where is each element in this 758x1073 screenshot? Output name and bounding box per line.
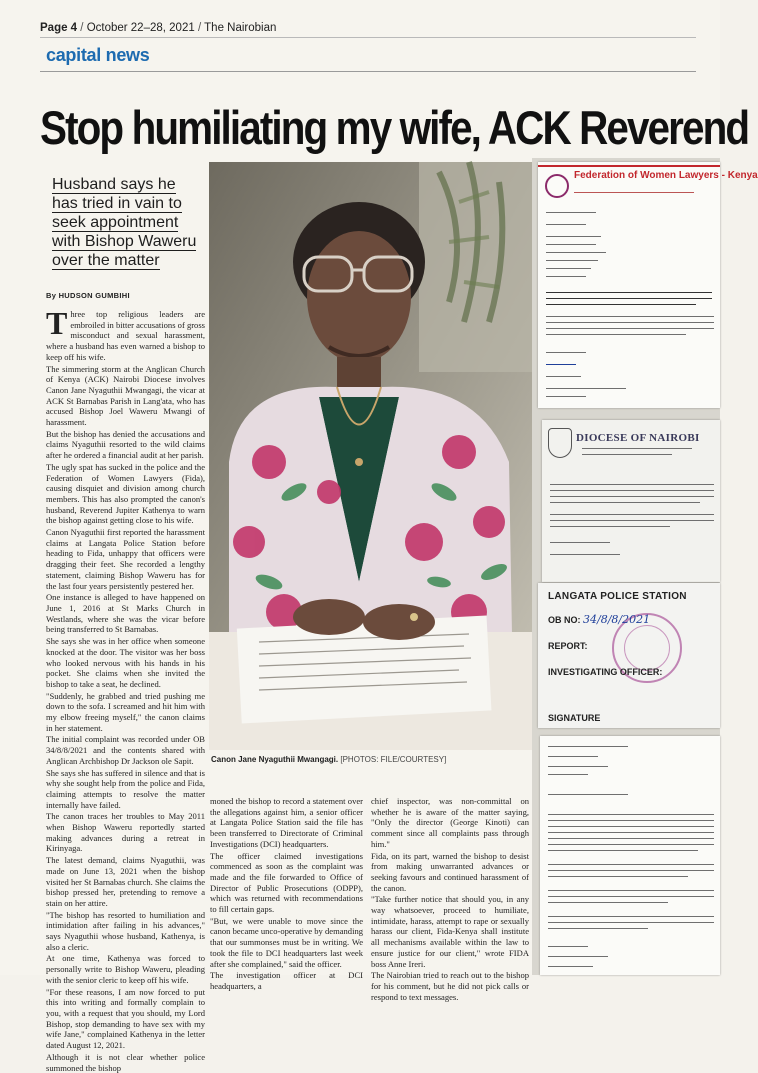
article-paragraph bbox=[46, 305, 205, 363]
police-ob-slip bbox=[538, 583, 720, 728]
letter-line bbox=[546, 268, 591, 269]
article-paragraph: The latest demand, claims Nyaguthii, was made on June 13, 2021 when the bishop visited her St Barnabas church. She claims the bishop pressed her, pretending to remove a stain on her attire. bbox=[46, 855, 205, 908]
article-paragraph: "The bishop has resorted to humiliation and intimidation after failing in his advances," says Nyaguthii whose husband, Kathenya, is also a cleric. bbox=[46, 909, 205, 952]
letter-line bbox=[548, 746, 628, 747]
photo-caption bbox=[211, 755, 531, 764]
ob-number-row bbox=[548, 613, 650, 626]
letter-line bbox=[550, 514, 714, 515]
diocese-letterhead: DIOCESE OF NAIROBI bbox=[576, 432, 700, 444]
letter-line bbox=[550, 502, 700, 503]
letter-line bbox=[548, 928, 648, 929]
letter-line bbox=[548, 956, 608, 957]
letter-line bbox=[550, 520, 714, 521]
article-paragraph: The officer claimed investigations commenced as soon as the complaint was made and the file forwarded to Office of Director of Public Prosecutions (ODPP), which was returned with recommendations to fill certain gaps. bbox=[210, 850, 363, 915]
page-folio bbox=[40, 22, 276, 34]
article-paragraph: "For these reasons, I am now forced to put this into writing and formally complain to you, with a request that you should, my Lord Bishop, stop demanding to have sex with my wife Jane," complained Kathenya in the letter dated August 12, 2021. bbox=[46, 986, 205, 1051]
article-paragraph: Fida, on its part, warned the bishop to desist from making unwarranted advances or seeking favours and continued harassment of the canon. bbox=[371, 850, 529, 893]
ob-label: OB NO: bbox=[548, 615, 581, 625]
letter-line bbox=[548, 966, 593, 967]
letter-line bbox=[548, 876, 688, 877]
top-rule bbox=[40, 37, 696, 38]
letter-signature bbox=[546, 364, 576, 365]
folio-separator: / bbox=[80, 22, 84, 34]
letter-line bbox=[546, 334, 686, 335]
letter-line bbox=[546, 328, 714, 329]
article-paragraph: At one time, Kathenya was forced to personally write to Bishop Waweru, pleading with the senior cleric to keep off his wife. bbox=[46, 953, 205, 985]
page-number: Page 4 bbox=[40, 22, 78, 34]
letter-line bbox=[548, 864, 714, 865]
caption-name: Canon Jane Nyaguthii Mwangagi. bbox=[211, 755, 339, 764]
letter-line bbox=[546, 304, 696, 305]
standfirst-text: Husband says he has tried in vain to seek appointment with Bishop Waweru over the matter bbox=[52, 176, 197, 269]
diocese-letter bbox=[542, 420, 720, 582]
byline: By HUDSON GUMBIHI bbox=[46, 291, 130, 300]
letter-line bbox=[546, 322, 714, 323]
letter-line bbox=[550, 484, 714, 485]
letter-line bbox=[548, 766, 608, 767]
article-paragraph: But the bishop has denied the accusations and claims Nyaguthii resorted to the wild claims after he ordered a financial audit at her parish. bbox=[46, 428, 205, 461]
letter-line bbox=[546, 236, 601, 237]
letter-line bbox=[548, 896, 714, 897]
letter-line bbox=[546, 316, 714, 317]
section-word-capital: capital bbox=[46, 45, 101, 65]
letter-line bbox=[546, 260, 598, 261]
article-column-2 bbox=[210, 796, 363, 991]
article-paragraph: The initial complaint was recorded under OB 34/8/8/2021 and the contents shared with Anglican Archbishop Dr Jackson ole Sapit. bbox=[46, 734, 205, 766]
issue-dates: October 22–28, 2021 bbox=[86, 22, 195, 34]
portrait-illustration bbox=[209, 162, 532, 750]
article-paragraph: The canon traces her troubles to May 2011 when Bishop Waweru reportedly started making advances during a retreat in Kirinyaga. bbox=[46, 811, 205, 854]
article-paragraph: Canon Nyaguthii first reported the harassment claims at Langata Police Station before heading to Fida, unhappy that officers were dragging their feet. She recorded a lengthy statement, claiming Bishop Waweru has for the last four years persistently pestered her. bbox=[46, 527, 205, 591]
article-paragraph: The simmering storm at the Anglican Church of Kenya (ACK) Nairobi Diocese involves Canon Jane Nyaguthii Mwangagi, the vicar at ACK St Barnabas Parish in Lang'ata, who has accused Bishop Joel Waweru Mwangi of harassment. bbox=[46, 363, 205, 428]
article-paragraph: "Suddenly, he grabbed and tried pushing me down to the sofa. I screamed and hit him with my elbow freeing myself," the canon claims in her statement. bbox=[46, 690, 205, 733]
article-paragraph: One instance is alleged to have happened on June 1, 2016 at St Marks Church in Westlands, where she was the vicar before being transferred to St Barnabas. bbox=[46, 592, 205, 635]
fida-address-line bbox=[574, 192, 694, 193]
article-paragraph: moned the bishop to record a statement over the allegations against him, a senior officer at Langata Police Station said the file has been transferred to Directorate of Criminal Investigations (DCI) headquarters. bbox=[210, 796, 363, 849]
letter-line bbox=[548, 902, 668, 903]
standfirst bbox=[52, 175, 202, 270]
ob-number-handwritten: 34/8/8/2021 bbox=[583, 613, 651, 626]
canon-portrait-photo bbox=[209, 162, 532, 750]
article-paragraph: "Take further notice that should you, in any way whatsoever, proceed to humiliate, intimidate, harass, attempt to rape or sexually harass our client, Fida-Kenya shall institute all mechanisms available within the law to ensure justice for our client," wrote FIDA boss Anne Ireri. bbox=[371, 894, 529, 969]
letter-line bbox=[548, 838, 714, 839]
article-column-3 bbox=[371, 796, 529, 1002]
letter-line bbox=[548, 774, 588, 775]
letter-line bbox=[548, 826, 714, 827]
section-rule bbox=[40, 71, 696, 72]
investigating-officer-label: INVESTIGATING OFFICER: bbox=[548, 667, 663, 677]
signature-label: SIGNATURE bbox=[548, 713, 601, 723]
headline: Stop humiliating my wife, ACK Reverend bbox=[40, 101, 749, 154]
letter-line bbox=[550, 554, 620, 555]
caption-credit: [PHOTOS: FILE/COURTESY] bbox=[340, 755, 447, 764]
letter-line bbox=[546, 212, 596, 213]
article-paragraph: She says she has suffered in silence and that is why she sought help from the police and Fida, claiming attempts to resolve the matter internally have failed. bbox=[46, 767, 205, 810]
article-paragraph: The ugly spat has sucked in the police and the Federation of Women Lawyers (Fida), causing disquiet and division among church members. This has also prompted the canon's husband, Reverend Jupiter Kathenya to warn the bishop against getting close to his wife. bbox=[46, 461, 205, 526]
letter-line bbox=[548, 850, 698, 851]
letter-line bbox=[548, 756, 598, 757]
article-paragraph: "But, we were unable to move since the canon became unco-operative by demanding that our summonses must be in writing. We took the file to DCI headquarters last week after she complained," said the officer. bbox=[210, 915, 363, 969]
diocese-crest-icon bbox=[548, 428, 572, 458]
article-paragraph: The investigation officer at DCI headquarters, a bbox=[210, 970, 363, 991]
letter-line bbox=[548, 844, 714, 845]
article-paragraph: She says she was in her office when someone knocked at the door. The visitor was her boss who looked nervous with his hands in his pocket. She claims when she invited the bishop to take a seat, he declined. bbox=[46, 636, 205, 689]
letter-line bbox=[548, 890, 714, 891]
letter-line bbox=[546, 352, 586, 353]
police-station-name: LANGATA POLICE STATION bbox=[548, 591, 687, 602]
letter-line bbox=[550, 490, 714, 491]
article-paragraph: chief inspector, was non-committal on whether he is aware of the matter saying, "Only the director (George Kinoti) can comment since all complaints pass through him." bbox=[371, 796, 529, 849]
letter-line bbox=[548, 946, 588, 947]
letter-line bbox=[546, 396, 586, 397]
letter-line bbox=[546, 298, 712, 299]
documents-collage bbox=[532, 158, 758, 975]
letter-line bbox=[550, 496, 714, 497]
fida-letterhead-bar bbox=[538, 165, 720, 167]
letter-line bbox=[550, 526, 670, 527]
letter-line bbox=[546, 252, 606, 253]
folio-separator: / bbox=[197, 22, 202, 34]
letter-line bbox=[546, 276, 586, 277]
letter-line bbox=[548, 820, 714, 821]
article-column-1 bbox=[46, 305, 205, 1073]
letter-line bbox=[548, 916, 714, 917]
fida-logo-icon bbox=[545, 174, 569, 198]
letter-line bbox=[546, 388, 626, 389]
letter-line bbox=[546, 224, 586, 225]
letter-line bbox=[550, 542, 610, 543]
letter-line bbox=[548, 794, 628, 795]
letter-line bbox=[582, 448, 692, 449]
letter-line bbox=[548, 814, 714, 815]
section-label bbox=[46, 45, 149, 66]
letter-line bbox=[546, 292, 712, 293]
report-label: REPORT: bbox=[548, 641, 588, 651]
letter-line bbox=[548, 832, 714, 833]
article-paragraph: The Nairobian tried to reach out to the bishop for his comment, but he did not pick calls or respond to text messages. bbox=[371, 970, 529, 1002]
article-paragraph: Although it is not clear whether police summoned the bishop bbox=[46, 1051, 205, 1073]
letter-line bbox=[548, 870, 714, 871]
letter-line bbox=[582, 454, 672, 455]
fida-letterhead: Federation of Women Lawyers - Kenya bbox=[574, 170, 758, 181]
letter-line bbox=[546, 376, 581, 377]
husband-letter bbox=[540, 736, 720, 975]
fida-letter bbox=[538, 162, 758, 408]
letter-line bbox=[548, 922, 714, 923]
section-word-news: news bbox=[105, 45, 150, 65]
paper-name: The Nairobian bbox=[204, 22, 277, 34]
drop-cap: T bbox=[46, 305, 68, 341]
letter-line bbox=[546, 244, 596, 245]
paragraph-text: hree top religious leaders are embroiled in bitter accusations of gross misconduct and sexual harassment, where a husband has even warned a bishop to keep off his wife. bbox=[46, 309, 205, 362]
